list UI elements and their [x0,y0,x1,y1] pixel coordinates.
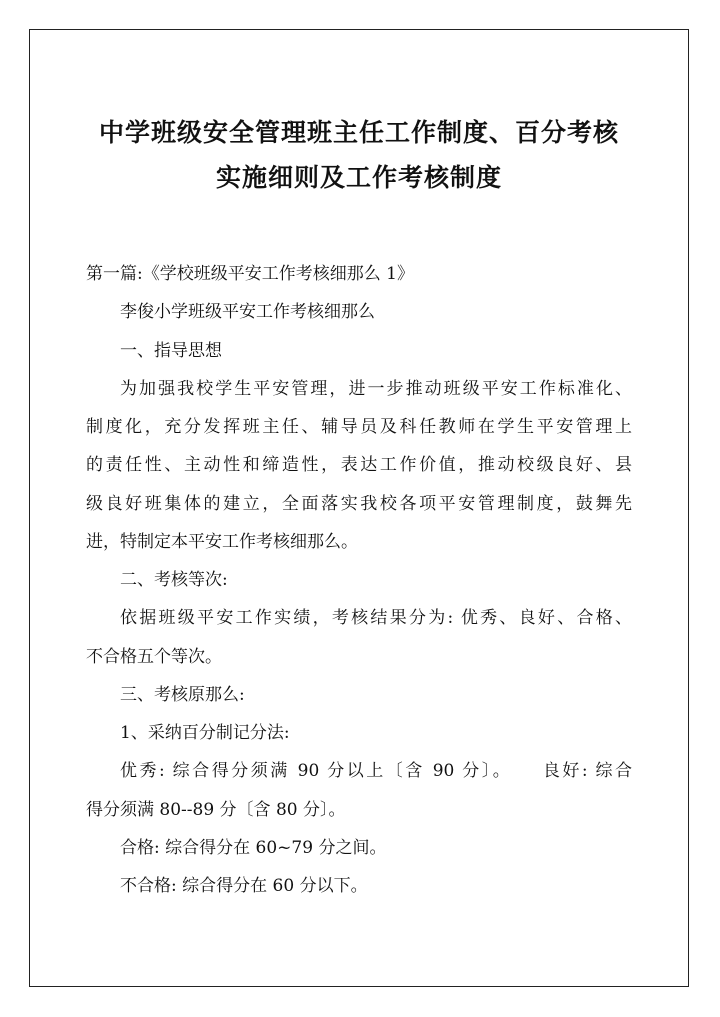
paragraph-line: 进，特制定本平安工作考核细那么。 [86,532,358,552]
paragraph-line: 不合格: 综合得分在 60 分以下。 [120,876,368,896]
paragraph-line: 依据班级平安工作实绩，考核结果分为: 优秀、良好、合格、 [120,608,632,628]
paragraph-line: 优秀: 综合得分须满 90 分以上〔含 90 分〕。 良好: 综合 [120,761,632,781]
document-title-line-1: 中学班级安全管理班主任工作制度、百分考核 [98,118,619,147]
heading-assessment-grades: 二、考核等次: [120,570,228,590]
section-subtitle: 李俊小学班级平安工作考核细那么 [120,302,375,322]
heading-guiding-ideology: 一、指导思想 [120,341,222,361]
paragraph-line: 制度化，充分发挥班主任、辅导员及科任教师在学生平安管理上 [86,417,632,437]
list-item-scoring-method: 1、采纳百分制记分法: [120,723,290,743]
paragraph-line: 不合格五个等次。 [86,647,222,667]
paragraph-line: 级良好班集体的建立，全面落实我校各项平安管理制度，鼓舞先 [86,494,632,514]
paragraph-line: 得分须满 80--89 分〔含 80 分〕。 [86,800,346,820]
paragraph-line: 合格: 综合得分在 60~79 分之间。 [120,838,387,858]
paragraph-line: 的责任性、主动性和缔造性，表达工作价值，推动校级良好、县 [86,455,632,475]
chapter-heading: 第一篇:《学校班级平安工作考核细那么 1》 [86,264,414,284]
paragraph-line: 为加强我校学生平安管理，进一步推动班级平安工作标准化、 [120,379,632,399]
document-title-line-2: 实施细则及工作考核制度 [215,163,502,192]
heading-assessment-principles: 三、考核原那么: [120,685,245,705]
